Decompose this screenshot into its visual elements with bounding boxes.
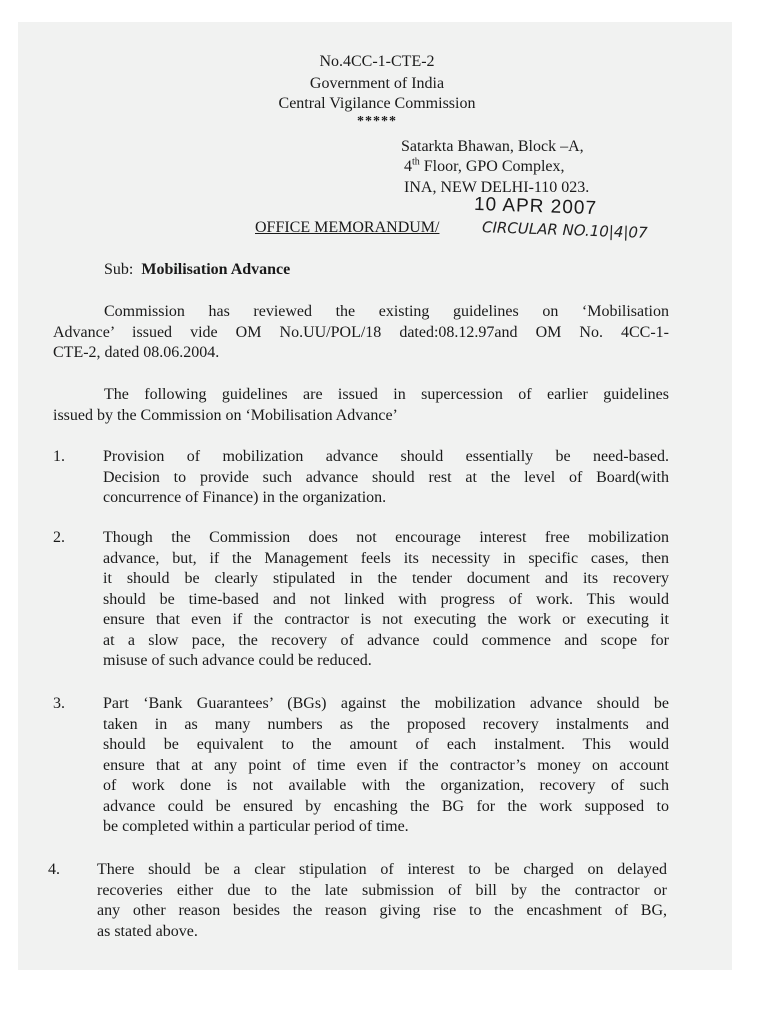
item-number: 3. <box>53 695 65 712</box>
reference-number: No.4CC-1-CTE-2 <box>319 53 435 70</box>
list-item: There should be a clear stipulation of interest to be charged on delayed recoveries either due to the late submission of bill by the contractor or any other reason besides the reason giving rise to the encashment of BG, as stated above. <box>97 861 667 940</box>
address-line-2: 4th Floor, GPO Complex, <box>404 156 565 175</box>
item-number: 2. <box>53 529 65 546</box>
intro-paragraph: Commission has reviewed the existing guidelines on ‘Mobilisation Advance’ issued vide OM No.UU/POL/18 dated:08.12.97and OM No. 4CC-1- CTE-2, dated 08.06.2004. <box>53 303 669 361</box>
memo-title: OFFICE MEMORANDUM/ <box>255 219 440 236</box>
list-item: Part ‘Bank Guarantees’ (BGs) against the mobilization advance should be taken in as many numbers as the proposed recovery instalments and should be equivalent to the amount of each instalment. This would ensure that at any point of time even if the contractor’s money on account of work done is not available with the organization, recovery of such advance could be ensured by encashing the BG for the work supposed to be completed within a particular period of time. <box>103 695 669 835</box>
commission-name: Central Vigilance Commission <box>278 95 476 112</box>
address-line-1: Satarkta Bhawan, Block –A, <box>401 138 584 155</box>
subject-label: Sub: <box>104 261 134 278</box>
government-name: Government of India <box>309 75 445 92</box>
guidelines-intro: The following guidelines are issued in supercession of earlier guidelines issued by the Commission on ‘Mobilisation Advance’ <box>53 386 669 424</box>
address-line-3: INA, NEW DELHI-110 023. <box>404 179 590 196</box>
subject-line <box>104 260 290 280</box>
handwritten-circular-number: CIRCULAR NO.10|4|07 <box>481 218 648 242</box>
subject-text: Mobilisation Advance <box>141 261 291 278</box>
item-number: 1. <box>53 448 65 465</box>
list-item: Though the Commission does not encourage interest free mobilization advance, but, if the Management feels its necessity in specific cases, then it should be clearly stipulated in the tender document and its recovery should be time-based and not linked with progress of work. This would ensure that even if the contractor is not executing the work or executing it at a slow pace, the recovery of advance could commence and scope for misuse of such advance could be reduced. <box>103 529 669 669</box>
date-stamp: 10 APR 2007 <box>473 193 598 220</box>
separator-stars: ***** <box>357 114 397 129</box>
list-item: Provision of mobilization advance should essentially be need-based. Decision to provide such advance should rest at the level of Board(with concurrence of Finance) in the organization. <box>103 448 669 506</box>
item-number: 4. <box>48 861 60 878</box>
